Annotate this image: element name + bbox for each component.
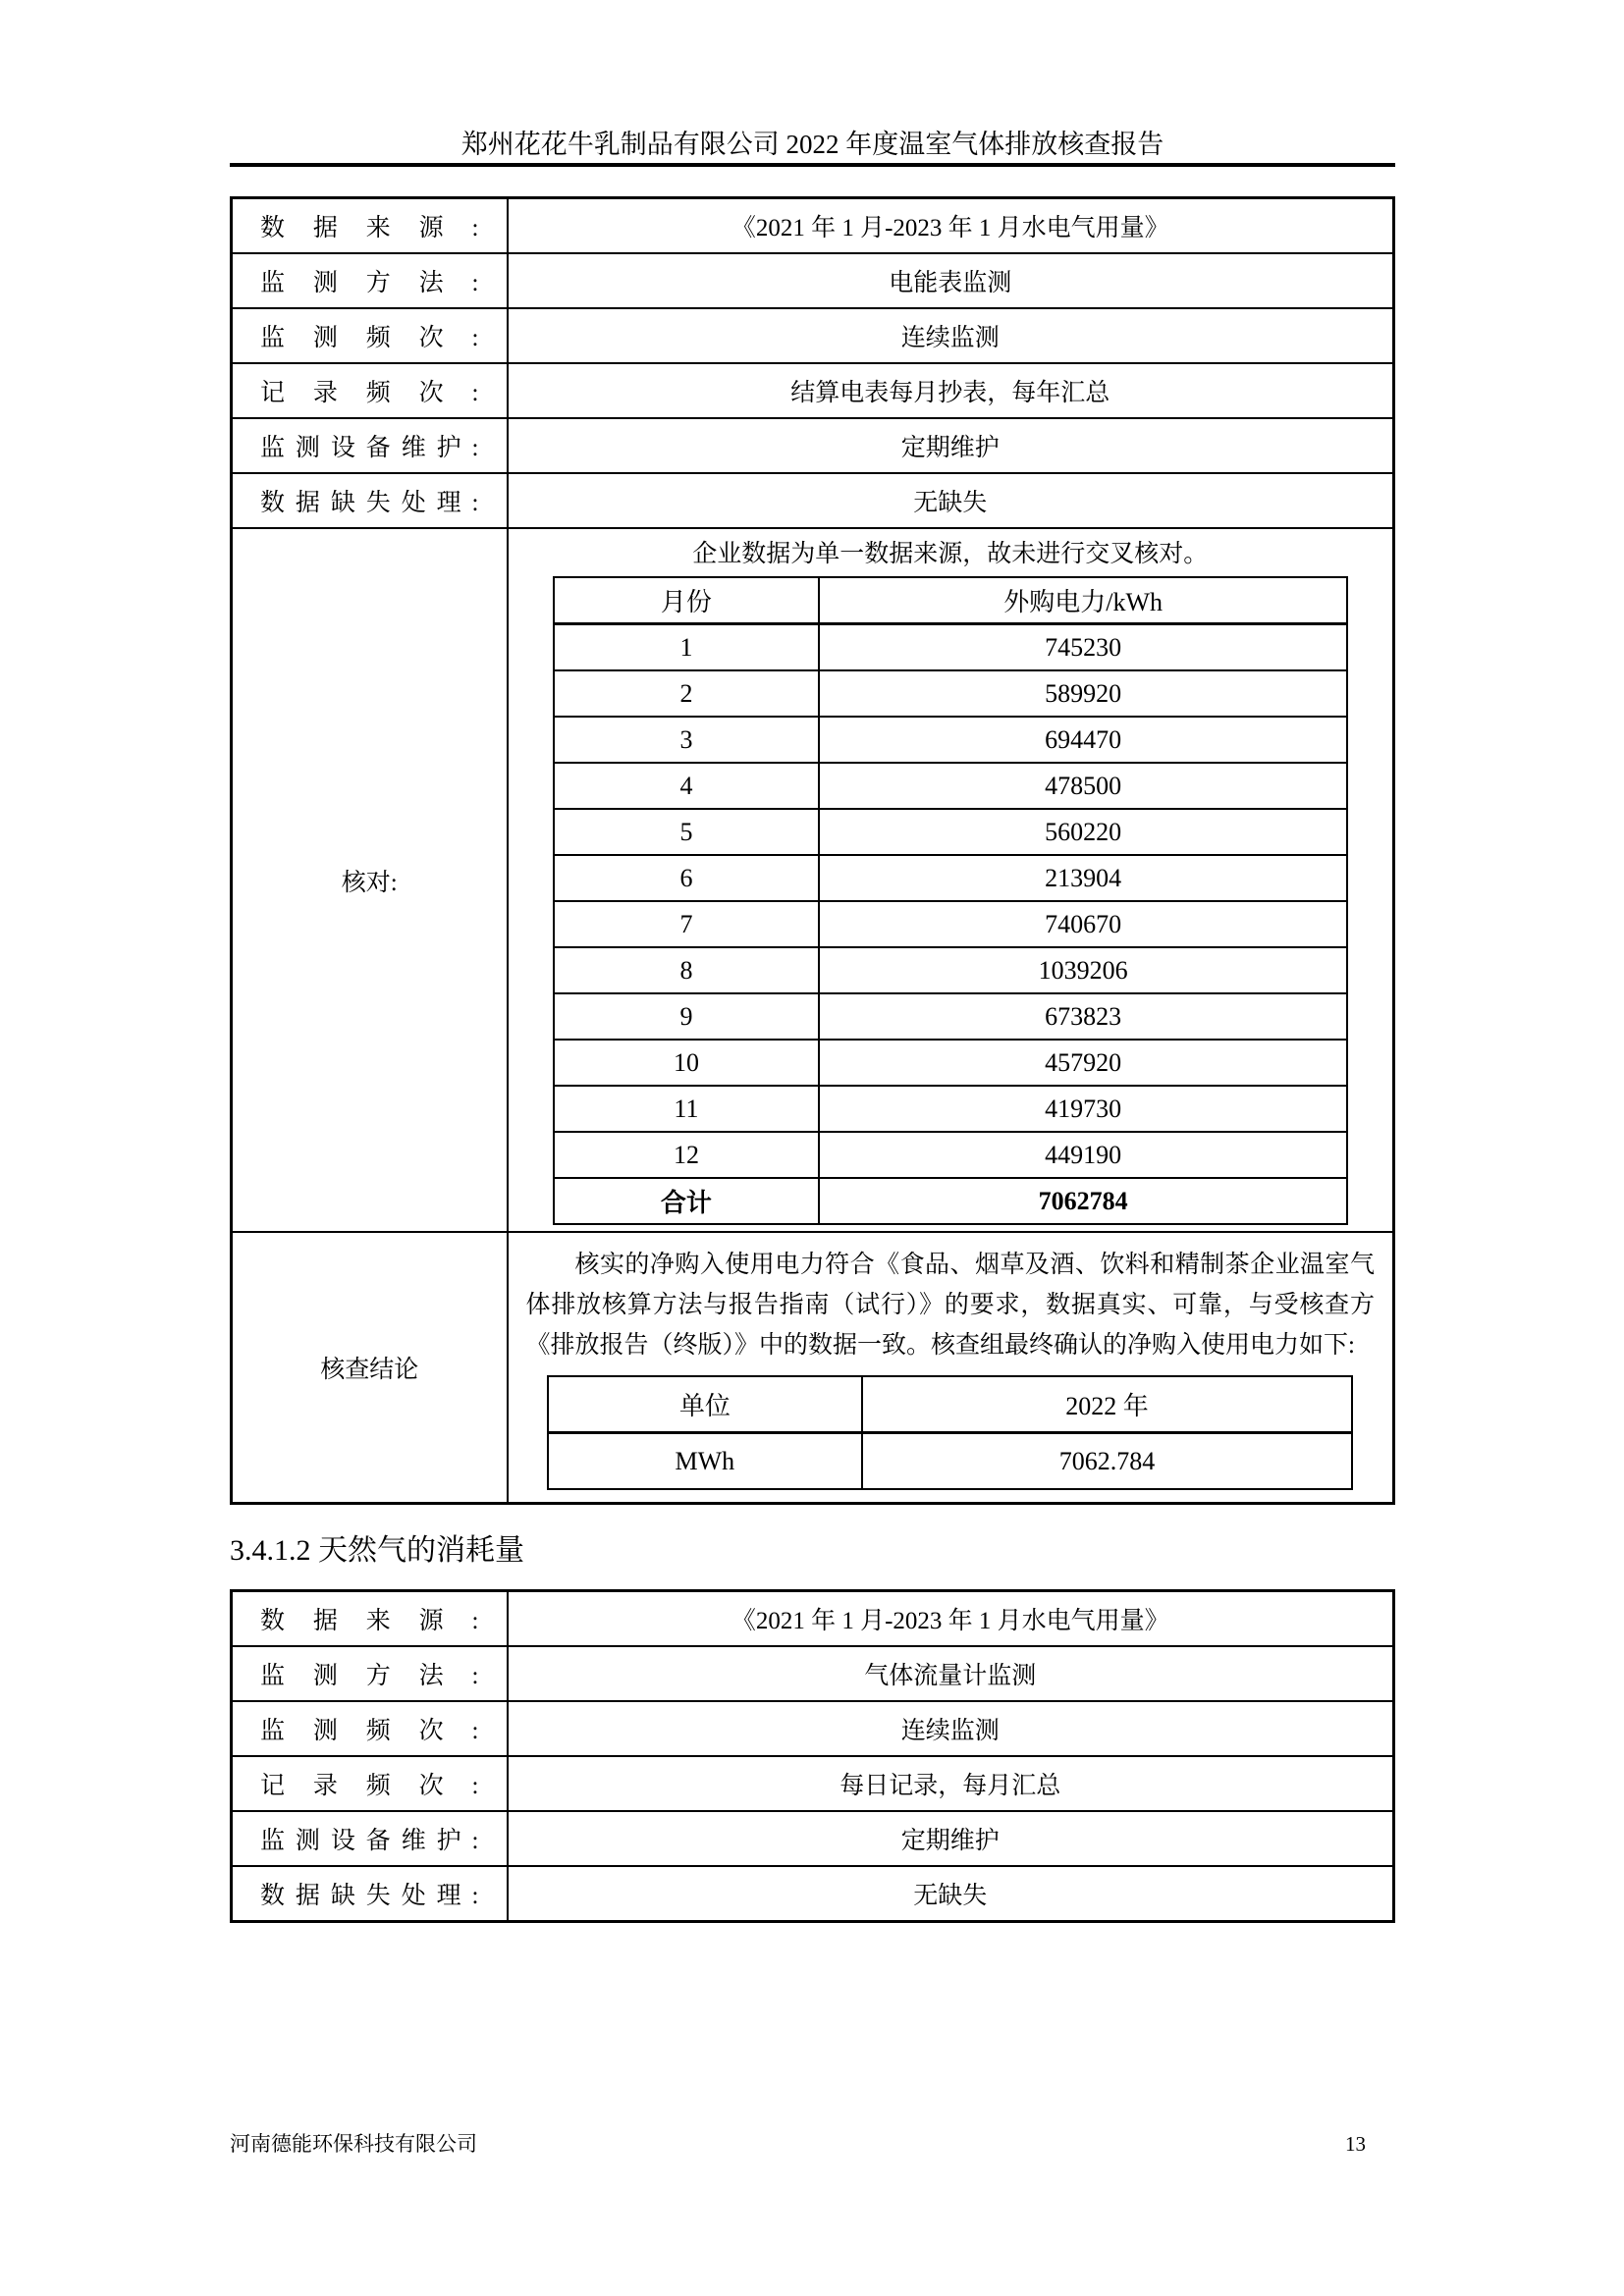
page-content: [230, 0, 1395, 1923]
conclusion-paragraph: 核实的净购入使用电力符合《食品、烟草及酒、饮料和精制茶企业温室气体排放核算方法与报告指南（试行）》的要求，数据真实、可靠，与受核查方《排放报告（终版）》中的数据一致。核查组最终确认的净购入使用电力如下:: [525, 1252, 1375, 1359]
conclusion-cell: [508, 1232, 1394, 1504]
row-label: 监测方法:: [232, 1646, 508, 1701]
table-row-missing-data: [232, 1866, 1394, 1922]
electricity-monitoring-table: [230, 196, 1395, 1505]
monthly-row: [554, 993, 1347, 1040]
gas-monitoring-table: [230, 1589, 1395, 1923]
month-cell: 10: [554, 1040, 820, 1086]
monthly-row: [554, 763, 1347, 809]
table-row-record-frequency: [232, 363, 1394, 418]
footer-company: 河南德能环保科技有限公司: [230, 2132, 477, 2156]
month-cell: 7: [554, 901, 820, 947]
table-row-device-maintenance: [232, 1811, 1394, 1866]
row-label: 数据缺失处理:: [232, 1866, 508, 1922]
unit-cell: MWh: [548, 1433, 862, 1490]
kwh-cell: 419730: [819, 1086, 1347, 1132]
monthly-row: [554, 670, 1347, 717]
row-value: 无缺失: [508, 473, 1394, 528]
kwh-cell: 449190: [819, 1132, 1347, 1178]
kwh-cell: 213904: [819, 855, 1347, 901]
monthly-row: [554, 1086, 1347, 1132]
kwh-cell: 745230: [819, 624, 1347, 671]
row-label: 数据来源:: [232, 198, 508, 254]
monthly-row: [554, 855, 1347, 901]
monthly-row: [554, 717, 1347, 763]
row-value: 气体流量计监测: [508, 1646, 1394, 1701]
table-row-data-source: [232, 198, 1394, 254]
table-row-record-frequency: [232, 1756, 1394, 1811]
section-heading-natural-gas: 3.4.1.2 天然气的消耗量: [230, 1534, 524, 1567]
monthly-row: [554, 947, 1347, 993]
table-row-monitoring-method: [232, 253, 1394, 308]
crosscheck-note: 企业数据为单一数据来源，故未进行交叉核对。: [692, 541, 1209, 567]
row-label: 核对:: [232, 528, 508, 1232]
kwh-cell: 740670: [819, 901, 1347, 947]
table-row-missing-data: [232, 473, 1394, 528]
row-label: 核查结论: [232, 1232, 508, 1504]
monthly-row: [554, 624, 1347, 671]
month-cell: 12: [554, 1132, 820, 1178]
kwh-cell: 560220: [819, 809, 1347, 855]
row-label: 监测方法:: [232, 253, 508, 308]
summary-value-row: [548, 1433, 1352, 1490]
row-label: 记录频次:: [232, 363, 508, 418]
month-cell: 8: [554, 947, 820, 993]
month-cell: 4: [554, 763, 820, 809]
kwh-cell: 673823: [819, 993, 1347, 1040]
column-header-month: 月份: [554, 577, 820, 624]
table-row-data-source: [232, 1591, 1394, 1647]
row-value: 定期维护: [508, 418, 1394, 473]
month-cell: 3: [554, 717, 820, 763]
row-label: 监测频次:: [232, 1701, 508, 1756]
column-header-purchased-electricity: 外购电力/kWh: [819, 577, 1347, 624]
month-cell: 2: [554, 670, 820, 717]
row-value: 无缺失: [508, 1866, 1394, 1922]
monthly-electricity-table: [553, 576, 1348, 1225]
row-value: 每日记录，每月汇总: [508, 1756, 1394, 1811]
table-row-crosscheck: [232, 528, 1394, 1232]
monthly-row: [554, 1040, 1347, 1086]
column-header-year: 2022 年: [862, 1376, 1353, 1433]
month-cell: 5: [554, 809, 820, 855]
row-label: 监测设备维护:: [232, 1811, 508, 1866]
column-header-unit: 单位: [548, 1376, 862, 1433]
mwh-value-cell: 7062.784: [862, 1433, 1353, 1490]
kwh-cell: 478500: [819, 763, 1347, 809]
kwh-cell: 589920: [819, 670, 1347, 717]
month-cell: 6: [554, 855, 820, 901]
month-cell: 1: [554, 624, 820, 671]
row-value: 结算电表每月抄表，每年汇总: [508, 363, 1394, 418]
row-value: 连续监测: [508, 308, 1394, 363]
kwh-cell: 694470: [819, 717, 1347, 763]
row-label: 数据来源:: [232, 1591, 508, 1647]
row-label: 监测频次:: [232, 308, 508, 363]
monthly-total-row: [554, 1178, 1347, 1224]
page-footer: [230, 2128, 1395, 2158]
row-label: 监测设备维护:: [232, 418, 508, 473]
row-label: 记录频次:: [232, 1756, 508, 1811]
monthly-row: [554, 809, 1347, 855]
row-value: 电能表监测: [508, 253, 1394, 308]
table-row-monitoring-frequency: [232, 1701, 1394, 1756]
row-value: 《2021 年 1 月-2023 年 1 月水电气用量》: [508, 198, 1394, 254]
row-label: 数据缺失处理:: [232, 473, 508, 528]
row-value: 连续监测: [508, 1701, 1394, 1756]
crosscheck-cell: [508, 528, 1394, 1232]
kwh-cell: 457920: [819, 1040, 1347, 1086]
total-label: 合计: [554, 1178, 820, 1224]
row-value: 《2021 年 1 月-2023 年 1 月水电气用量》: [508, 1591, 1394, 1647]
table-row-device-maintenance: [232, 418, 1394, 473]
table-row-monitoring-frequency: [232, 308, 1394, 363]
month-cell: 9: [554, 993, 820, 1040]
page-number: 13: [1345, 2132, 1366, 2156]
monthly-table-header: [554, 577, 1347, 624]
confirmed-electricity-table: [547, 1375, 1353, 1490]
monthly-row: [554, 901, 1347, 947]
header-rule: [230, 163, 1395, 167]
table-row-conclusion: [232, 1232, 1394, 1504]
report-title: 郑州花花牛乳制品有限公司 2022 年度温室气体排放核查报告: [460, 130, 1164, 159]
total-value: 7062784: [819, 1178, 1347, 1224]
summary-header-row: [548, 1376, 1352, 1433]
month-cell: 11: [554, 1086, 820, 1132]
row-value: 定期维护: [508, 1811, 1394, 1866]
monthly-row: [554, 1132, 1347, 1178]
kwh-cell: 1039206: [819, 947, 1347, 993]
table-row-monitoring-method: [232, 1646, 1394, 1701]
